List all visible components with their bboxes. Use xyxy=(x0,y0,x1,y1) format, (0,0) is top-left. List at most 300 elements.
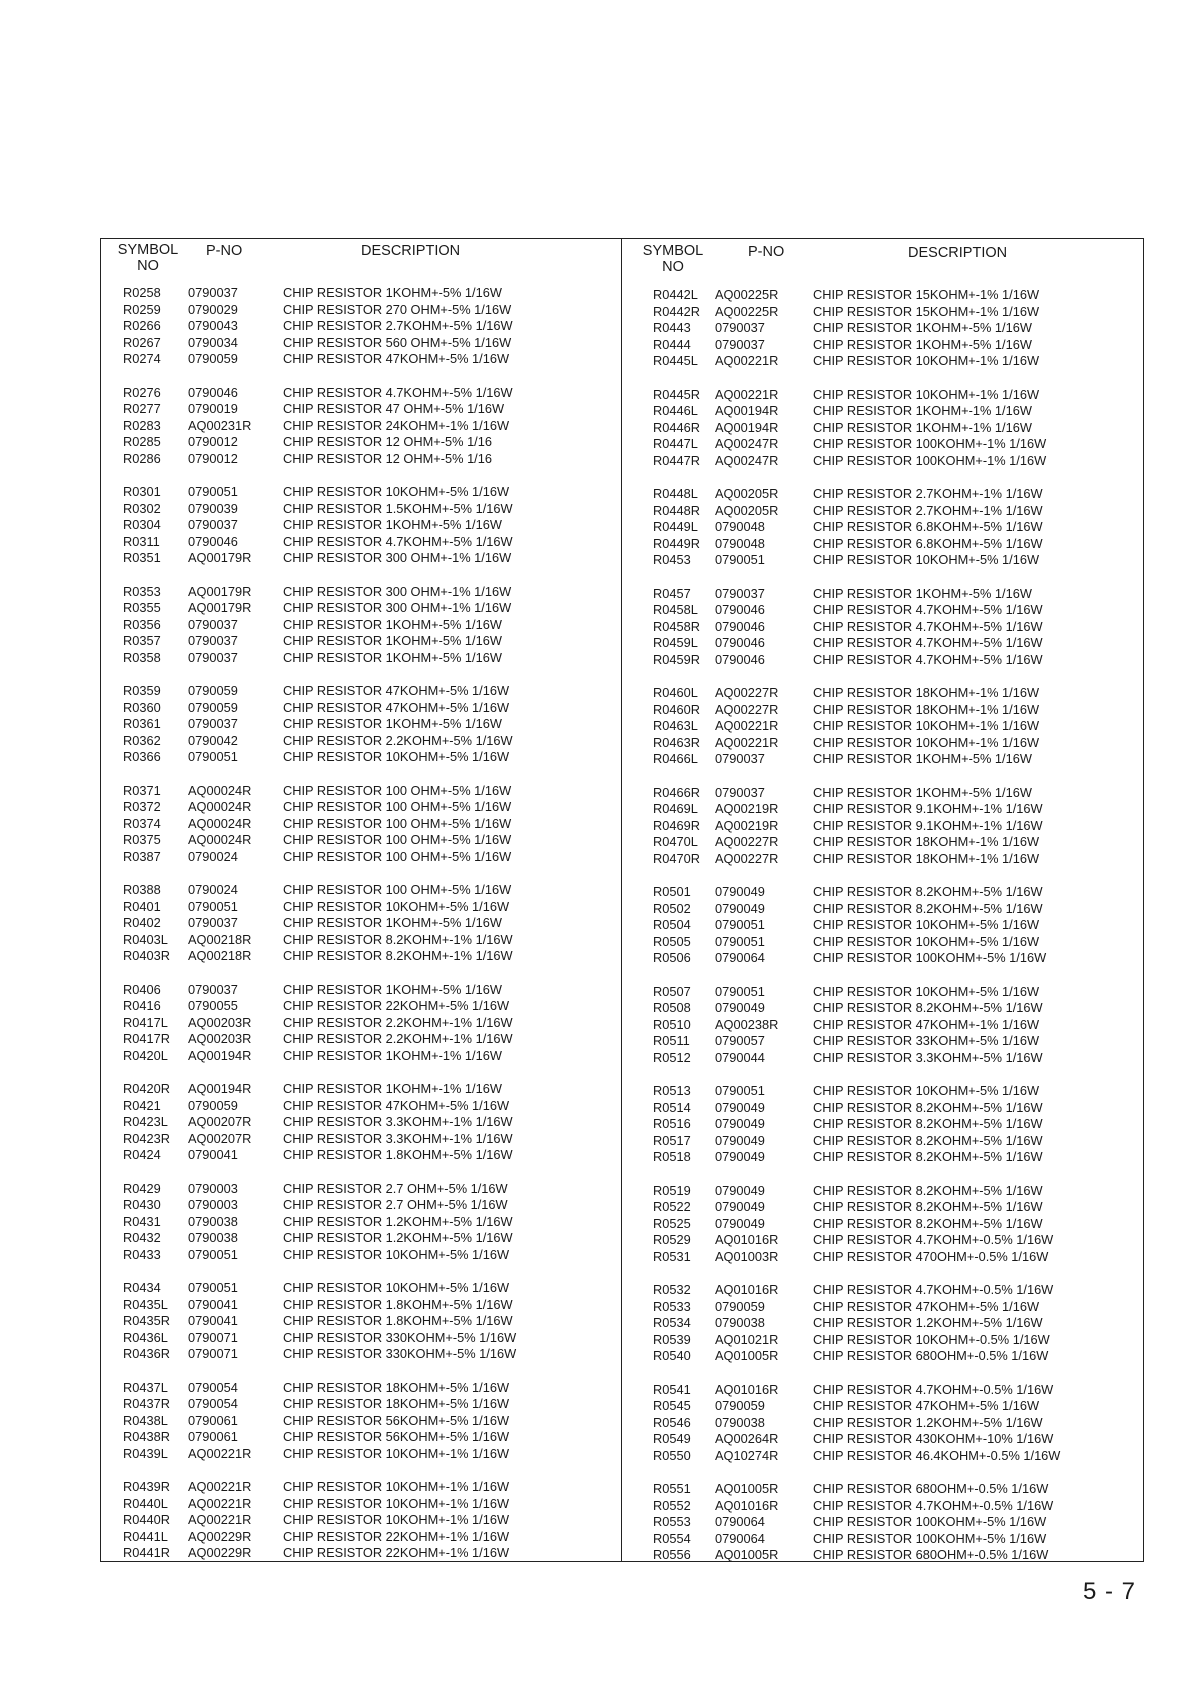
symbol-cell: R0540 xyxy=(653,1348,691,1363)
table-row xyxy=(101,1380,621,1397)
symbol-cell: R0516 xyxy=(653,1116,691,1131)
table-row xyxy=(101,451,621,468)
description-cell: CHIP RESISTOR 1KOHM+-5% 1/16W xyxy=(813,751,1032,766)
symbol-cell: R0387 xyxy=(123,848,161,864)
description-cell: CHIP RESISTOR 10KOHM+-5% 1/16W xyxy=(283,1280,510,1295)
symbol-cell: R0459L xyxy=(653,635,698,650)
part-number-cell: 0790051 xyxy=(715,1083,765,1098)
part-number-cell: 0790038 xyxy=(188,1230,238,1245)
part-number-cell: 0790054 xyxy=(188,1379,238,1395)
symbol-cell: R0463R xyxy=(653,734,700,750)
description-cell: CHIP RESISTOR 8.2KOHM+-1% 1/16W xyxy=(283,948,513,963)
symbol-cell: R0304 xyxy=(123,517,161,532)
symbol-cell: R0366 xyxy=(123,749,161,764)
part-number-cell: 0790049 xyxy=(715,1132,765,1148)
description-cell: CHIP RESISTOR 1.8KOHM+-5% 1/16W xyxy=(283,1147,513,1162)
table-row xyxy=(101,849,621,866)
description-cell: CHIP RESISTOR 8.2KOHM+-5% 1/16W xyxy=(813,1215,1043,1231)
part-number-cell: AQ00203R xyxy=(188,1014,252,1030)
symbol-cell: R0442R xyxy=(653,303,700,319)
symbol-cell: R0522 xyxy=(653,1199,691,1214)
table-row xyxy=(101,1545,621,1562)
symbol-cell: R0423L xyxy=(123,1114,168,1129)
symbol-cell: R0357 xyxy=(123,633,161,648)
table-row xyxy=(623,635,1143,652)
part-number-cell: 0790059 xyxy=(715,1298,765,1314)
part-number-cell: AQ01016R xyxy=(715,1282,779,1297)
description-cell: CHIP RESISTOR 1KOHM+-5% 1/16W xyxy=(813,336,1032,352)
table-row xyxy=(101,1247,621,1264)
row-group xyxy=(623,1083,1143,1166)
part-number-cell: AQ00194R xyxy=(715,403,779,418)
description-cell: CHIP RESISTOR 1KOHM+-1% 1/16W xyxy=(813,403,1032,418)
symbol-cell: R0508 xyxy=(653,1000,691,1015)
description-cell: CHIP RESISTOR 10KOHM+-5% 1/16W xyxy=(813,1083,1040,1098)
description-cell: CHIP RESISTOR 4.7KOHM+-0.5% 1/16W xyxy=(813,1381,1054,1397)
table-row xyxy=(101,1197,621,1214)
part-number-cell: 0790059 xyxy=(188,1097,238,1113)
symbol-cell: R0453 xyxy=(653,552,691,567)
table-row xyxy=(623,486,1143,503)
table-row xyxy=(623,652,1143,669)
symbol-cell: R0551 xyxy=(653,1481,691,1496)
description-cell: CHIP RESISTOR 1.8KOHM+-5% 1/16W xyxy=(283,1313,513,1328)
description-cell: CHIP RESISTOR 15KOHM+-1% 1/16W xyxy=(813,287,1040,302)
table-row xyxy=(623,1000,1143,1017)
description-cell: CHIP RESISTOR 270 OHM+-5% 1/16W xyxy=(283,301,512,317)
header-p-no: P-NO xyxy=(206,243,243,259)
description-cell: CHIP RESISTOR 1KOHM+-1% 1/16W xyxy=(283,1081,502,1096)
symbol-cell: R0285 xyxy=(123,434,161,449)
symbol-cell: R0353 xyxy=(123,583,161,599)
symbol-cell: R0458L xyxy=(653,602,698,617)
part-number-cell: 0790042 xyxy=(188,732,238,748)
description-cell: CHIP RESISTOR 10KOHM+-1% 1/16W xyxy=(813,353,1040,368)
table-row xyxy=(101,799,621,816)
symbol-cell: R0403L xyxy=(123,931,168,947)
part-number-cell: 0790037 xyxy=(188,716,238,731)
part-number-cell: 0790029 xyxy=(188,301,238,317)
part-number-cell: 0790051 xyxy=(188,898,238,914)
part-number-cell: AQ00221R xyxy=(715,386,779,402)
symbol-cell: R0449R xyxy=(653,535,700,551)
part-number-cell: AQ00221R xyxy=(715,734,779,750)
table-row xyxy=(101,783,621,800)
table-row xyxy=(101,401,621,418)
part-number-cell: AQ01016R xyxy=(715,1232,779,1247)
part-number-cell: AQ00218R xyxy=(188,948,252,963)
description-cell: CHIP RESISTOR 2.7KOHM+-5% 1/16W xyxy=(283,318,513,333)
description-cell: CHIP RESISTOR 10KOHM+-1% 1/16W xyxy=(283,1479,510,1494)
part-number-cell: 0790037 xyxy=(715,320,765,335)
description-cell: CHIP RESISTOR 10KOHM+-5% 1/16W xyxy=(813,917,1040,932)
table-row xyxy=(101,385,621,402)
symbol-cell: R0283 xyxy=(123,417,161,433)
part-number-cell: 0790049 xyxy=(715,1000,765,1015)
symbol-cell: R0441R xyxy=(123,1545,170,1560)
table-row xyxy=(101,1098,621,1115)
description-cell: CHIP RESISTOR 100KOHM+-1% 1/16W xyxy=(813,436,1047,451)
part-number-cell: AQ00225R xyxy=(715,303,779,319)
table-row xyxy=(623,403,1143,420)
table-row xyxy=(101,932,621,949)
table-row xyxy=(101,1496,621,1513)
table-row xyxy=(623,1100,1143,1117)
part-number-cell: 0790012 xyxy=(188,434,238,449)
right-rows xyxy=(623,287,1143,1581)
part-number-cell: 0790024 xyxy=(188,848,238,864)
description-cell: CHIP RESISTOR 47KOHM+-5% 1/16W xyxy=(283,351,510,366)
symbol-cell: R0448R xyxy=(653,502,700,518)
part-number-cell: 0790064 xyxy=(715,1514,765,1529)
table-row xyxy=(623,353,1143,370)
symbol-cell: R0286 xyxy=(123,450,161,466)
symbol-cell: R0421 xyxy=(123,1097,161,1113)
symbol-cell: R0266 xyxy=(123,318,161,333)
part-number-cell: AQ00205R xyxy=(715,486,779,501)
table-row xyxy=(101,650,621,667)
symbol-cell: R0511 xyxy=(653,1033,690,1048)
description-cell: CHIP RESISTOR 10KOHM+-1% 1/16W xyxy=(283,1512,510,1527)
description-cell: CHIP RESISTOR 430KOHM+-10% 1/16W xyxy=(813,1431,1054,1446)
table-row xyxy=(101,1479,621,1496)
part-number-cell: 0790041 xyxy=(188,1296,238,1312)
description-cell: CHIP RESISTOR 8.2KOHM+-5% 1/16W xyxy=(813,1000,1043,1015)
description-cell: CHIP RESISTOR 330KOHM+-5% 1/16W xyxy=(283,1346,517,1361)
description-cell: CHIP RESISTOR 8.2KOHM+-5% 1/16W xyxy=(813,1132,1043,1148)
description-cell: CHIP RESISTOR 10KOHM+-1% 1/16W xyxy=(813,734,1040,750)
table-row xyxy=(101,716,621,733)
description-cell: CHIP RESISTOR 4.7KOHM+-0.5% 1/16W xyxy=(813,1282,1054,1297)
table-row xyxy=(623,287,1143,304)
table-row xyxy=(101,1214,621,1231)
table-row xyxy=(101,1280,621,1297)
table-row xyxy=(101,302,621,319)
part-number-cell: AQ00207R xyxy=(188,1130,252,1146)
table-row xyxy=(623,337,1143,354)
table-row xyxy=(623,1299,1143,1316)
table-row xyxy=(623,1332,1143,1349)
table-row xyxy=(101,335,621,352)
part-number-cell: 0790049 xyxy=(715,1149,765,1164)
part-number-cell: 0790049 xyxy=(715,1215,765,1231)
table-row xyxy=(101,700,621,717)
symbol-cell: R0417L xyxy=(123,1014,168,1030)
table-row xyxy=(101,1346,621,1363)
row-group xyxy=(623,884,1143,967)
description-cell: CHIP RESISTOR 56KOHM+-5% 1/16W xyxy=(283,1412,510,1428)
symbol-cell: R0546 xyxy=(653,1414,691,1430)
row-group xyxy=(101,1380,621,1463)
table-row xyxy=(623,1547,1143,1564)
description-cell: CHIP RESISTOR 1KOHM+-1% 1/16W xyxy=(283,1047,502,1063)
description-cell: CHIP RESISTOR 56KOHM+-5% 1/16W xyxy=(283,1429,510,1444)
table-row xyxy=(101,1313,621,1330)
part-number-cell: 0790003 xyxy=(188,1180,238,1196)
table-row xyxy=(101,998,621,1015)
symbol-cell: R0517 xyxy=(653,1132,691,1148)
description-cell: CHIP RESISTOR 1KOHM+-5% 1/16W xyxy=(283,981,502,997)
symbol-cell: R0506 xyxy=(653,950,691,965)
description-cell: CHIP RESISTOR 18KOHM+-5% 1/16W xyxy=(283,1396,510,1411)
part-number-cell: AQ01005R xyxy=(715,1348,779,1363)
part-number-cell: 0790051 xyxy=(715,552,765,567)
symbol-cell: R0513 xyxy=(653,1083,691,1098)
row-group xyxy=(623,1382,1143,1465)
description-cell: CHIP RESISTOR 10KOHM+-5% 1/16W xyxy=(813,983,1040,999)
description-cell: CHIP RESISTOR 1.2KOHM+-5% 1/16W xyxy=(283,1230,513,1245)
part-number-cell: 0790012 xyxy=(188,450,238,466)
header-description: DESCRIPTION xyxy=(908,245,1008,261)
description-cell: CHIP RESISTOR 2.7KOHM+-1% 1/16W xyxy=(813,502,1043,518)
part-number-cell: AQ10274R xyxy=(715,1447,779,1463)
table-row xyxy=(623,934,1143,951)
row-group xyxy=(101,783,621,866)
table-row xyxy=(101,1131,621,1148)
table-row xyxy=(101,501,621,518)
row-group xyxy=(101,285,621,368)
symbol-cell: R0358 xyxy=(123,649,161,665)
part-number-cell: AQ00221R xyxy=(188,1445,252,1461)
symbol-cell: R0301 xyxy=(123,484,161,499)
part-number-cell: 0790046 xyxy=(188,533,238,549)
symbol-cell: R0466L xyxy=(653,751,698,766)
part-number-cell: AQ00221R xyxy=(188,1479,252,1494)
part-number-cell: AQ01016R xyxy=(715,1497,779,1513)
table-row xyxy=(623,917,1143,934)
part-number-cell: AQ01003R xyxy=(715,1248,779,1264)
part-number-cell: 0790054 xyxy=(188,1396,238,1411)
description-cell: CHIP RESISTOR 10KOHM+-1% 1/16W xyxy=(283,1445,510,1461)
table-row xyxy=(623,1017,1143,1034)
symbol-cell: R0504 xyxy=(653,917,691,932)
table-row xyxy=(101,1031,621,1048)
table-row xyxy=(623,320,1143,337)
table-row xyxy=(101,517,621,534)
part-number-cell: 0790037 xyxy=(715,585,765,601)
symbol-cell: R0372 xyxy=(123,799,161,814)
table-row xyxy=(623,1249,1143,1266)
description-cell: CHIP RESISTOR 100 OHM+-5% 1/16W xyxy=(283,832,512,847)
part-number-cell: 0790051 xyxy=(715,983,765,999)
table-row xyxy=(623,1481,1143,1498)
description-cell: CHIP RESISTOR 100 OHM+-5% 1/16W xyxy=(283,815,512,831)
symbol-cell: R0361 xyxy=(123,716,161,731)
table-row xyxy=(623,818,1143,835)
part-number-cell: 0790064 xyxy=(715,1530,765,1546)
symbol-cell: R0446L xyxy=(653,403,698,418)
symbol-cell: R0529 xyxy=(653,1232,691,1247)
symbol-cell: R0507 xyxy=(653,983,691,999)
description-cell: CHIP RESISTOR 47KOHM+-5% 1/16W xyxy=(283,683,510,698)
symbol-cell: R0434 xyxy=(123,1280,161,1295)
table-row xyxy=(101,749,621,766)
symbol-cell: R0431 xyxy=(123,1213,161,1229)
description-cell: CHIP RESISTOR 4.7KOHM+-0.5% 1/16W xyxy=(813,1232,1054,1247)
part-number-cell: 0790049 xyxy=(715,900,765,916)
description-cell: CHIP RESISTOR 1KOHM+-5% 1/16W xyxy=(283,915,502,930)
description-cell: CHIP RESISTOR 33KOHM+-5% 1/16W xyxy=(813,1033,1040,1048)
row-group xyxy=(101,882,621,965)
description-cell: CHIP RESISTOR 1KOHM+-5% 1/16W xyxy=(813,784,1032,800)
description-cell: CHIP RESISTOR 8.2KOHM+-5% 1/16W xyxy=(813,1199,1043,1214)
part-number-cell: 0790038 xyxy=(715,1315,765,1330)
description-cell: CHIP RESISTOR 10KOHM+-0.5% 1/16W xyxy=(813,1331,1050,1347)
description-cell: CHIP RESISTOR 9.1KOHM+-1% 1/16W xyxy=(813,801,1043,816)
description-cell: CHIP RESISTOR 300 OHM+-1% 1/16W xyxy=(283,600,512,615)
table-row xyxy=(101,1081,621,1098)
symbol-cell: R0436R xyxy=(123,1346,170,1361)
part-number-cell: 0790049 xyxy=(715,1182,765,1198)
part-number-cell: 0790039 xyxy=(188,500,238,516)
symbol-cell: R0424 xyxy=(123,1147,161,1162)
symbol-cell: R0445L xyxy=(653,353,698,368)
part-number-cell: AQ00024R xyxy=(188,799,252,814)
description-cell: CHIP RESISTOR 18KOHM+-5% 1/16W xyxy=(283,1379,510,1395)
description-cell: CHIP RESISTOR 680OHM+-0.5% 1/16W xyxy=(813,1481,1049,1496)
symbol-cell: R0534 xyxy=(653,1315,691,1330)
description-cell: CHIP RESISTOR 6.8KOHM+-5% 1/16W xyxy=(813,535,1043,551)
symbol-cell: R0417R xyxy=(123,1031,170,1046)
description-cell: CHIP RESISTOR 9.1KOHM+-1% 1/16W xyxy=(813,817,1043,833)
table-row xyxy=(623,304,1143,321)
part-number-cell: AQ00179R xyxy=(188,583,252,599)
part-number-cell: 0790049 xyxy=(715,884,765,899)
table-row xyxy=(623,785,1143,802)
part-number-cell: AQ00247R xyxy=(715,452,779,468)
description-cell: CHIP RESISTOR 1KOHM+-5% 1/16W xyxy=(283,633,502,648)
table-row xyxy=(101,1147,621,1164)
part-number-cell: 0790038 xyxy=(188,1213,238,1229)
part-number-cell: AQ00227R xyxy=(715,850,779,866)
symbol-cell: R0514 xyxy=(653,1099,691,1115)
table-row xyxy=(101,285,621,302)
description-cell: CHIP RESISTOR 22KOHM+-1% 1/16W xyxy=(283,1528,510,1544)
description-cell: CHIP RESISTOR 300 OHM+-1% 1/16W xyxy=(283,550,512,565)
symbol-cell: R0447R xyxy=(653,452,700,468)
description-cell: CHIP RESISTOR 46.4KOHM+-0.5% 1/16W xyxy=(813,1447,1061,1463)
table-row xyxy=(623,503,1143,520)
symbol-cell: R0469L xyxy=(653,801,698,816)
description-cell: CHIP RESISTOR 47KOHM+-5% 1/16W xyxy=(283,699,510,715)
part-number-cell: 0790055 xyxy=(188,998,238,1013)
description-cell: CHIP RESISTOR 22KOHM+-5% 1/16W xyxy=(283,998,510,1013)
part-number-cell: AQ00179R xyxy=(188,550,252,565)
symbol-cell: R0355 xyxy=(123,600,161,615)
description-cell: CHIP RESISTOR 1.2KOHM+-5% 1/16W xyxy=(283,1213,513,1229)
part-number-cell: 0790048 xyxy=(715,519,765,534)
table-row xyxy=(623,718,1143,735)
part-number-cell: AQ00227R xyxy=(715,701,779,717)
part-number-cell: 0790041 xyxy=(188,1147,238,1162)
symbol-cell: R0525 xyxy=(653,1215,691,1231)
table-row xyxy=(101,418,621,435)
description-cell: CHIP RESISTOR 18KOHM+-1% 1/16W xyxy=(813,834,1040,849)
table-row xyxy=(101,1512,621,1529)
part-number-cell: AQ00227R xyxy=(715,685,779,700)
part-number-cell: 0790037 xyxy=(715,784,765,800)
symbol-cell: R0435L xyxy=(123,1296,168,1312)
part-number-cell: 0790044 xyxy=(715,1049,765,1065)
description-cell: CHIP RESISTOR 2.7KOHM+-1% 1/16W xyxy=(813,486,1043,501)
row-group xyxy=(101,484,621,567)
part-number-cell: AQ00194R xyxy=(188,1081,252,1096)
table-row xyxy=(101,832,621,849)
symbol-cell: R0502 xyxy=(653,900,691,916)
header-row xyxy=(101,239,621,277)
part-number-cell: AQ00024R xyxy=(188,782,252,798)
part-number-cell: 0790046 xyxy=(715,635,765,650)
part-number-cell: 0790051 xyxy=(188,484,238,499)
part-number-cell: 0790034 xyxy=(188,334,238,350)
part-number-cell: 0790071 xyxy=(188,1346,238,1361)
description-cell: CHIP RESISTOR 1.5KOHM+-5% 1/16W xyxy=(283,500,513,516)
description-cell: CHIP RESISTOR 680OHM+-0.5% 1/16W xyxy=(813,1547,1049,1562)
part-number-cell: 0790059 xyxy=(188,351,238,366)
part-number-cell: AQ00229R xyxy=(188,1528,252,1544)
description-cell: CHIP RESISTOR 8.2KOHM+-5% 1/16W xyxy=(813,900,1043,916)
part-number-cell: 0790051 xyxy=(188,1246,238,1262)
description-cell: CHIP RESISTOR 10KOHM+-1% 1/16W xyxy=(283,1495,510,1511)
symbol-cell: R0402 xyxy=(123,915,161,930)
row-group xyxy=(623,486,1143,569)
symbol-cell: R0359 xyxy=(123,683,161,698)
symbol-cell: R0439R xyxy=(123,1479,170,1494)
table-row xyxy=(101,550,621,567)
description-cell: CHIP RESISTOR 1KOHM+-5% 1/16W xyxy=(813,320,1032,335)
description-cell: CHIP RESISTOR 10KOHM+-5% 1/16W xyxy=(813,933,1040,949)
part-number-cell: 0790061 xyxy=(188,1412,238,1428)
table-row xyxy=(101,1330,621,1347)
description-cell: CHIP RESISTOR 4.7KOHM+-5% 1/16W xyxy=(283,384,513,400)
description-cell: CHIP RESISTOR 10KOHM+-5% 1/16W xyxy=(283,1246,510,1262)
part-number-cell: 0790043 xyxy=(188,318,238,333)
table-row xyxy=(101,1529,621,1546)
table-row xyxy=(623,619,1143,636)
description-cell: CHIP RESISTOR 2.7 OHM+-5% 1/16W xyxy=(283,1197,508,1212)
table-row xyxy=(623,1514,1143,1531)
symbol-cell: R0435R xyxy=(123,1313,170,1328)
part-number-cell: AQ00024R xyxy=(188,832,252,847)
symbol-cell: R0258 xyxy=(123,285,161,300)
part-number-cell: 0790051 xyxy=(715,917,765,932)
table-row xyxy=(623,519,1143,536)
table-row xyxy=(101,484,621,501)
symbol-cell: R0541 xyxy=(653,1381,691,1397)
description-cell: CHIP RESISTOR 47 OHM+-5% 1/16W xyxy=(283,401,505,416)
table-row xyxy=(101,899,621,916)
description-cell: CHIP RESISTOR 470OHM+-0.5% 1/16W xyxy=(813,1248,1049,1264)
part-number-cell: 0790038 xyxy=(715,1414,765,1430)
table-row xyxy=(101,600,621,617)
symbol-cell: R0539 xyxy=(653,1331,691,1347)
table-row xyxy=(623,1415,1143,1432)
description-cell: CHIP RESISTOR 47KOHM+-5% 1/16W xyxy=(813,1298,1040,1314)
part-number-cell: 0790059 xyxy=(715,1398,765,1413)
table-row xyxy=(623,387,1143,404)
table-row xyxy=(623,536,1143,553)
row-group xyxy=(623,287,1143,370)
table-row xyxy=(101,617,621,634)
part-number-cell: AQ00229R xyxy=(188,1545,252,1560)
header-p-no: P-NO xyxy=(748,244,785,260)
part-number-cell: 0790046 xyxy=(188,384,238,400)
symbol-cell: R0440L xyxy=(123,1495,168,1511)
description-cell: CHIP RESISTOR 47KOHM+-1% 1/16W xyxy=(813,1016,1040,1032)
description-cell: CHIP RESISTOR 8.2KOHM+-5% 1/16W xyxy=(813,1099,1043,1115)
table-row xyxy=(623,1149,1143,1166)
table-row xyxy=(623,1083,1143,1100)
